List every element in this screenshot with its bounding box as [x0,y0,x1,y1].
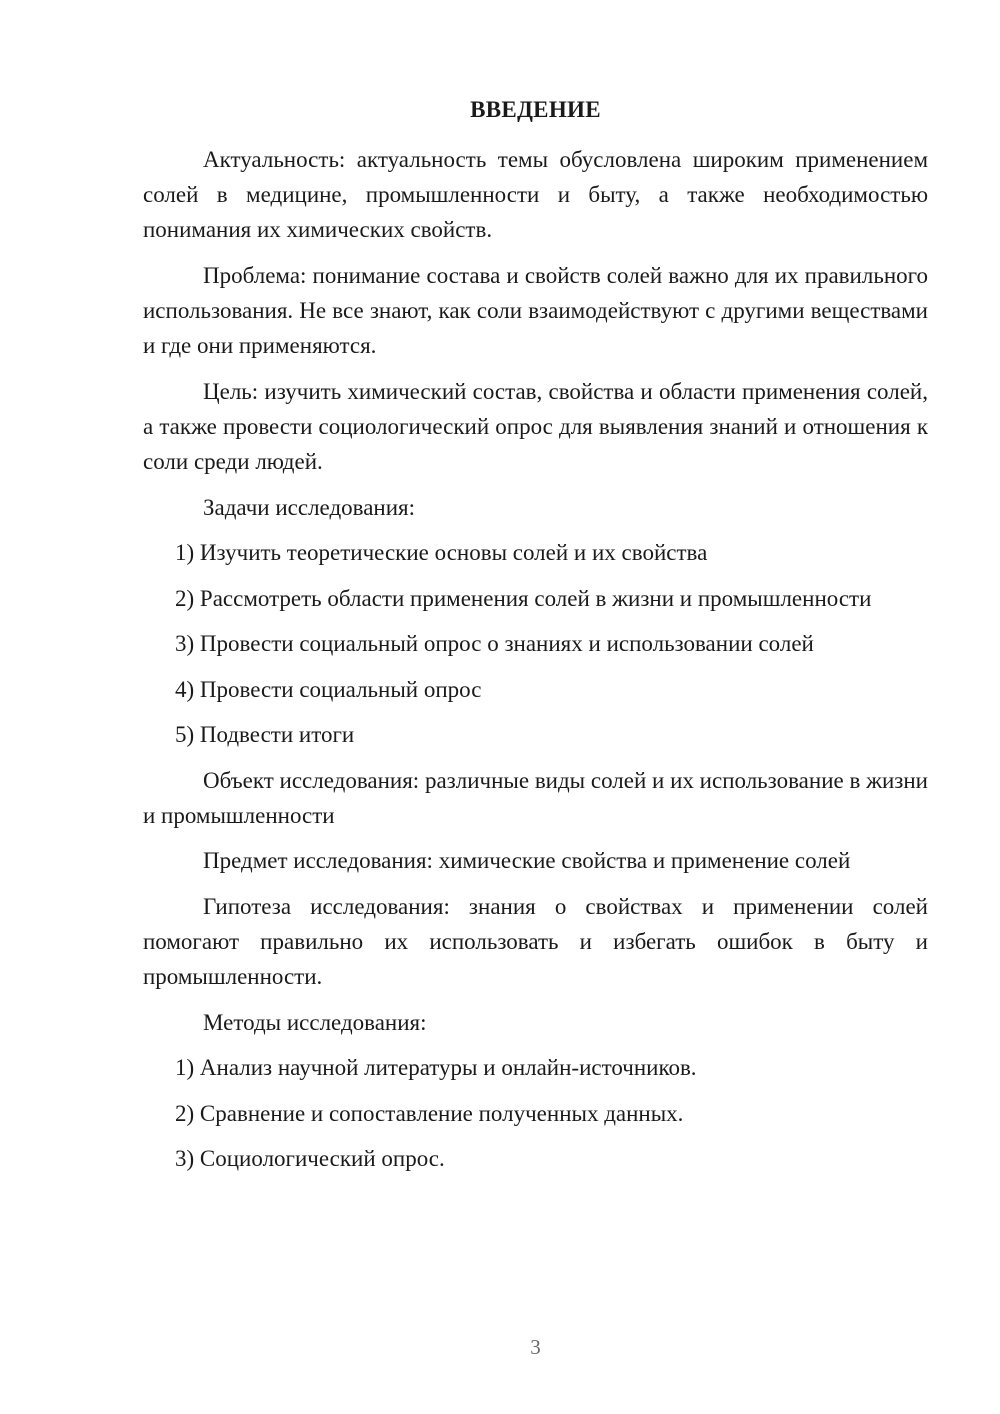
task-item-5: 5) Подвести итоги [175,722,355,747]
tasks-heading: Задачи исследования: [203,495,416,520]
task-item-3: 3) Провести социальный опрос о знаниях и использовании солей [175,631,814,656]
hypothesis-paragraph: Гипотеза исследования: знания о свойствах и применении солей помогают правильно их использовать и избегать ошибок в быту и промышленности. [143,894,928,989]
task-item-4: 4) Провести социальный опрос [175,677,482,702]
task-item-1: 1) Изучить теоретические основы солей и их свойства [175,540,708,565]
problem-paragraph: Проблема: понимание состава и свойств солей важно для их правильного использования. Не все знают, как соли взаимодействуют с другими веществами и где они применяются. [143,263,928,358]
object-paragraph: Объект исследования: различные виды солей и их использование в жизни и промышленности [143,768,928,828]
method-item-2: 2) Сравнение и сопоставление полученных данных. [175,1101,684,1126]
subject-paragraph: Предмет исследования: химические свойства и применение солей [203,848,851,873]
method-item-1: 1) Анализ научной литературы и онлайн-источников. [175,1055,697,1080]
methods-heading: Методы исследования: [203,1010,427,1035]
document-page [143,0,928,1414]
page-number: 3 [530,1335,541,1359]
task-item-2: 2) Рассмотреть области применения солей в жизни и промышленности [175,586,872,611]
relevance-paragraph: Актуальность: актуальность темы обусловлена широким применением солей в медицине, промышленности и быту, а также необходимостью понимания их химических свойств. [143,147,928,242]
page-title: ВВЕДЕНИЕ [470,97,601,122]
method-item-3: 3) Социологический опрос. [175,1146,445,1171]
goal-paragraph: Цель: изучить химический состав, свойства и области применения солей, а также провести социологический опрос для выявления знаний и отношения к соли среди людей. [143,379,928,474]
